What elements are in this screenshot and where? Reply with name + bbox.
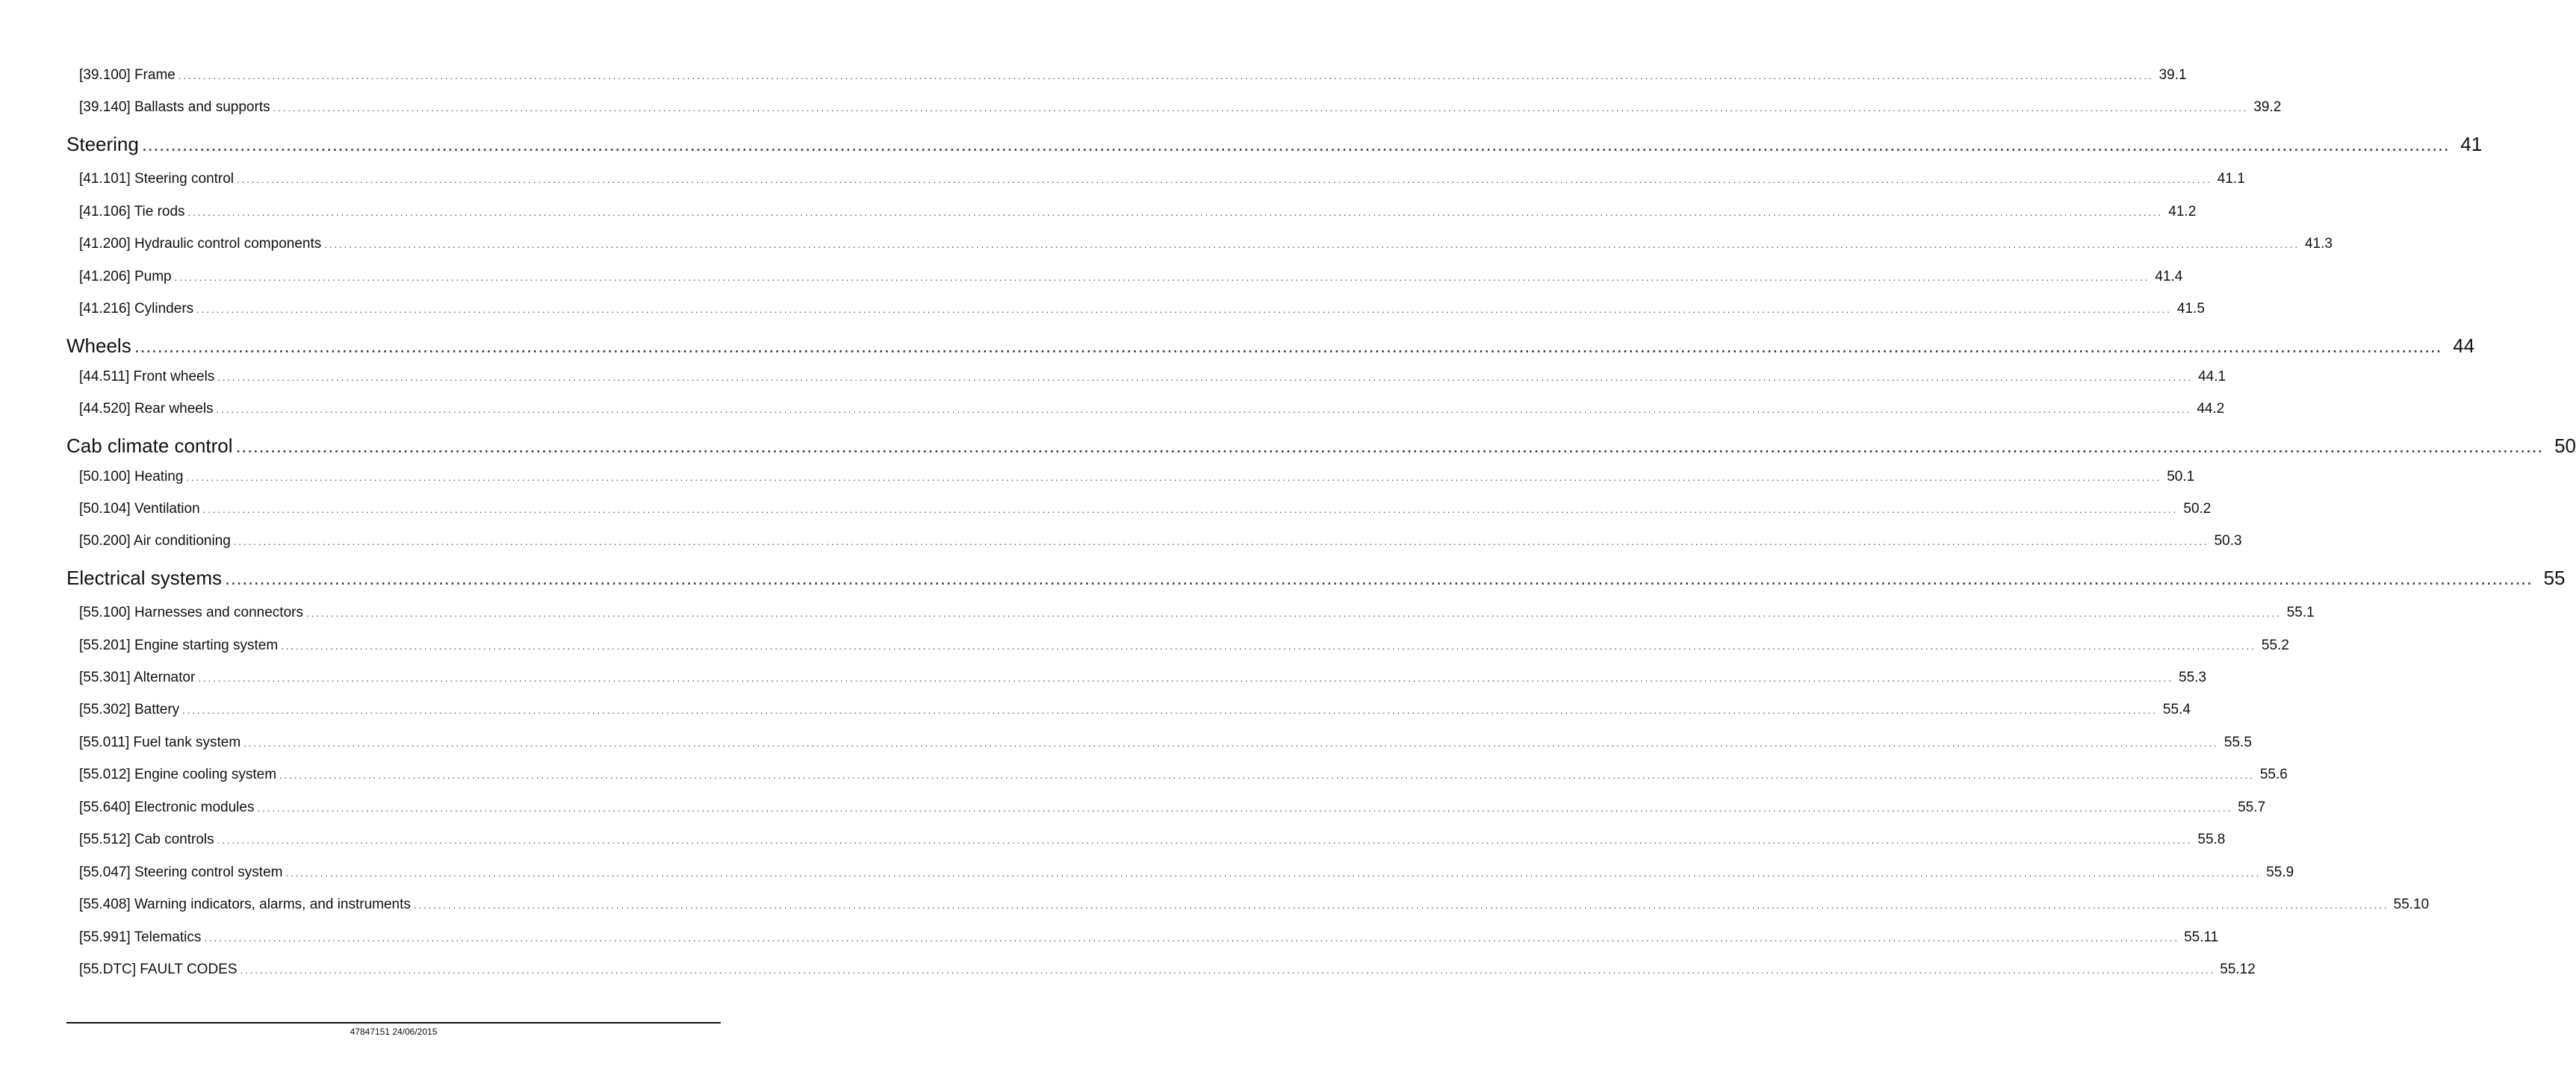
dot-leader: ................................................................................................................................................................................................................................................................................................................................................................................................................ (217, 372, 2194, 383)
toc-page-number: 41.3 (2304, 236, 2333, 252)
toc-section-heading[interactable] (66, 434, 2576, 457)
toc-entry[interactable] (79, 605, 2315, 622)
dot-leader: ................................................................................................................................................................................................................................................................................................................................................................................................................ (240, 965, 2216, 976)
dot-leader: ................................................................................................................................................................................................................................................................................................................................................................................................................ (281, 641, 2256, 652)
toc-page-number: 55.6 (2259, 767, 2288, 782)
toc-page-number: 55.11 (2184, 929, 2219, 945)
toc-section-heading[interactable] (66, 567, 2566, 589)
toc-entry[interactable] (79, 832, 2226, 849)
toc-entry-title: [50.100] Heating (79, 469, 184, 485)
toc-entry-title: [55.408] Warning indicators, alarms, and instruments (79, 897, 411, 912)
dot-leader: ................................................................................................................................................................................................................................................................................................................................................................................................................ (237, 174, 2212, 185)
toc-entry[interactable] (79, 929, 2219, 947)
toc-section-title: Electrical systems (66, 567, 223, 589)
dot-leader: ................................................................................................................................................................................................................................................................................................................................................................................................................ (413, 900, 2389, 911)
toc-page-number: 55.7 (2238, 800, 2266, 815)
toc-entry-title: [55.512] Cab controls (79, 832, 214, 847)
toc-entry-title: [55.100] Harnesses and connectors (79, 605, 303, 620)
toc-section-title: Wheels (66, 334, 131, 357)
toc-entry[interactable] (79, 897, 2430, 914)
toc-page-number: 55.5 (2223, 735, 2252, 750)
toc-page-number: 39.2 (2253, 99, 2282, 115)
toc-entry-title: [39.140] Ballasts and supports (79, 99, 270, 115)
toc-entry[interactable] (79, 401, 2225, 418)
dot-leader: ................................................................................................................................................................................................................................................................................................................................................................................................................ (196, 304, 2172, 315)
toc-page-number: 41.4 (2155, 269, 2183, 284)
toc-section-heading[interactable] (66, 334, 2475, 357)
toc-page-number: 44.1 (2198, 369, 2226, 384)
toc-page-number: 41.1 (2217, 171, 2245, 187)
toc-entry-title: [55.991] Telematics (79, 929, 202, 945)
toc-section-heading[interactable] (66, 133, 2483, 155)
dot-leader: ................................................................................................................................................................................................................................................................................................................................................................................................................ (186, 472, 2162, 483)
dot-leader: ................................................................................................................................................................................................................................................................................................................................................................................................................ (225, 567, 2533, 589)
toc-entry-title: [55.302] Battery (79, 702, 180, 717)
dot-leader: ................................................................................................................................................................................................................................................................................................................................................................................................................ (178, 70, 2154, 81)
toc-entry-title: [44.520] Rear wheels (79, 401, 214, 417)
toc-page-number: 55.4 (2162, 702, 2191, 717)
toc-entry[interactable] (79, 469, 2195, 486)
dot-leader: ................................................................................................................................................................................................................................................................................................................................................................................................................ (257, 803, 2233, 814)
toc-entry-title: [41.206] Pump (79, 269, 172, 284)
dot-leader: ................................................................................................................................................................................................................................................................................................................................................................................................................ (134, 334, 2442, 357)
toc-section-title: Cab climate control (66, 434, 233, 457)
dot-leader: ................................................................................................................................................................................................................................................................................................................................................................................................................ (141, 133, 2450, 155)
toc-entry[interactable] (79, 800, 2266, 817)
dot-leader: ................................................................................................................................................................................................................................................................................................................................................................................................................ (202, 504, 2179, 515)
toc-page-number: 55.2 (2261, 638, 2289, 653)
toc-entry-title: [55.011] Fuel tank system (79, 735, 241, 750)
toc-entry-title: [55.047] Steering control system (79, 865, 283, 880)
dot-leader: ................................................................................................................................................................................................................................................................................................................................................................................................................ (187, 207, 2164, 218)
toc-entry[interactable] (79, 204, 2197, 221)
toc-page-number: 39.1 (2158, 67, 2187, 83)
toc-entry[interactable] (79, 533, 2242, 550)
toc-entry[interactable] (79, 638, 2289, 655)
dot-leader: ................................................................................................................................................................................................................................................................................................................................................................................................................ (198, 673, 2174, 684)
toc-entry-title: [41.200] Hydraulic control components (79, 236, 322, 252)
toc-section-title: Steering (66, 133, 139, 155)
toc-entry-title: [55.640] Electronic modules (79, 800, 255, 815)
dot-leader: ................................................................................................................................................................................................................................................................................................................................................................................................................ (182, 705, 2158, 716)
toc-entry[interactable] (79, 269, 2183, 286)
dot-leader: ................................................................................................................................................................................................................................................................................................................................................................................................................ (305, 608, 2282, 619)
toc-page-number: 55.8 (2197, 832, 2226, 847)
toc-entry-title: [41.216] Cylinders (79, 301, 194, 317)
toc-page-number: 50 (2554, 434, 2576, 457)
dot-leader: ................................................................................................................................................................................................................................................................................................................................................................................................................ (174, 272, 2150, 283)
toc-page-number: 44 (2453, 334, 2475, 357)
footer-divider (66, 1022, 721, 1024)
toc-page-number: 41 (2460, 133, 2483, 155)
toc-page-number: 50.3 (2214, 533, 2242, 549)
toc-entry-title: [55.DTC] FAULT CODES (79, 962, 238, 977)
toc-entry[interactable] (79, 236, 2333, 253)
toc-page-number: 55.1 (2286, 605, 2315, 620)
toc-page-number: 41.5 (2176, 301, 2205, 317)
toc-page-number: 55.12 (2220, 962, 2256, 977)
footer-document-info: 47847151 24/06/2015 (350, 1027, 438, 1037)
dot-leader: ................................................................................................................................................................................................................................................................................................................................................................................................................ (217, 835, 2193, 846)
toc-page-number: 50.1 (2167, 469, 2195, 485)
dot-leader: ................................................................................................................................................................................................................................................................................................................................................................................................................ (216, 404, 2192, 415)
toc-page-number: 55.9 (2266, 865, 2294, 880)
toc-entry-title: [39.100] Frame (79, 67, 176, 83)
toc-entry-title: [55.012] Engine cooling system (79, 767, 277, 782)
toc-entry[interactable] (79, 301, 2205, 318)
dot-leader: ................................................................................................................................................................................................................................................................................................................................................................................................................ (273, 102, 2249, 113)
toc-entry-title: [50.200] Air conditioning (79, 533, 231, 549)
dot-leader: ................................................................................................................................................................................................................................................................................................................................................................................................................ (204, 932, 2180, 944)
dot-leader: ................................................................................................................................................................................................................................................................................................................................................................................................................ (233, 536, 2209, 547)
toc-page-number: 55.3 (2179, 670, 2207, 685)
toc-entry-title: [44.511] Front wheels (79, 369, 215, 384)
toc-page-number: 50.2 (2183, 501, 2212, 517)
dot-leader: ................................................................................................................................................................................................................................................................................................................................................................................................................ (279, 770, 2255, 781)
toc-entry[interactable] (79, 99, 2282, 116)
toc-entry-title: [55.301] Alternator (79, 670, 196, 685)
dot-leader: ................................................................................................................................................................................................................................................................................................................................................................................................................ (243, 738, 2219, 749)
toc-entry[interactable] (79, 670, 2207, 687)
dot-leader: ................................................................................................................................................................................................................................................................................................................................................................................................................ (324, 239, 2300, 250)
toc-entry[interactable] (79, 735, 2252, 752)
toc-entry[interactable] (79, 501, 2212, 518)
toc-entry-title: [55.201] Engine starting system (79, 638, 279, 653)
toc-page-number: 41.2 (2168, 204, 2197, 219)
toc-entry-title: [41.101] Steering control (79, 171, 235, 187)
dot-leader: ................................................................................................................................................................................................................................................................................................................................................................................................................ (235, 434, 2543, 457)
toc-entry-title: [50.104] Ventilation (79, 501, 200, 517)
toc-entry[interactable] (79, 865, 2294, 882)
dot-leader: ................................................................................................................................................................................................................................................................................................................................................................................................................ (285, 867, 2262, 879)
toc-entry[interactable] (79, 767, 2288, 784)
toc-page-number: 44.2 (2197, 401, 2225, 417)
toc-entry-title: [41.106] Tie rods (79, 204, 185, 219)
toc-page-number: 55.10 (2393, 897, 2430, 912)
toc-entry[interactable] (79, 702, 2191, 719)
toc-entry[interactable] (79, 369, 2226, 386)
toc-entry[interactable] (79, 67, 2187, 84)
toc-entry[interactable] (79, 962, 2256, 979)
toc-page-number: 55 (2543, 567, 2566, 589)
toc-entry[interactable] (79, 171, 2245, 188)
